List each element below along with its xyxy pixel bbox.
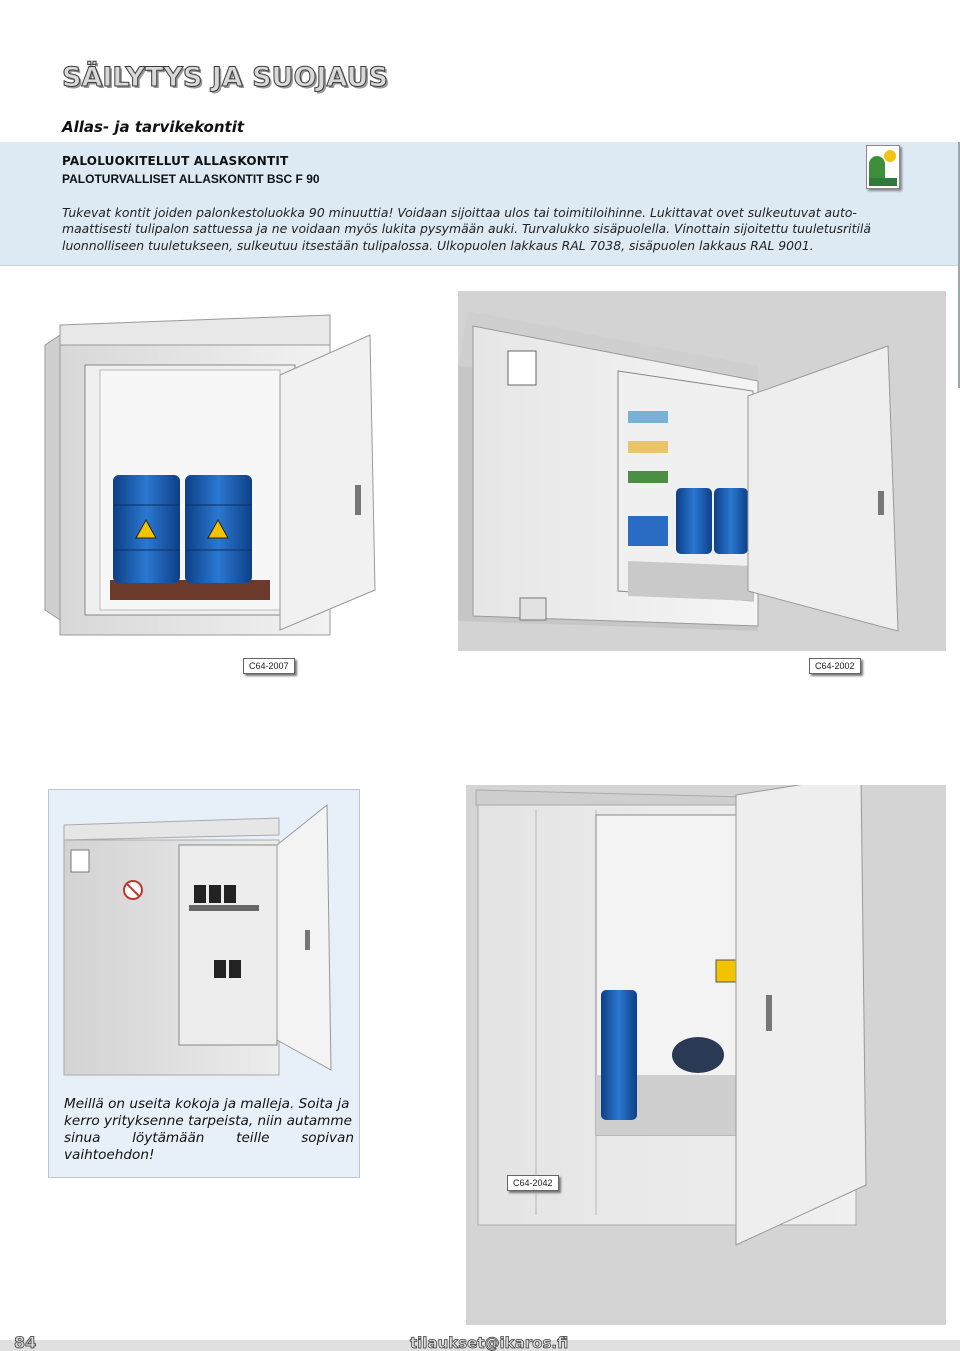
promo-text (64, 1096, 354, 1164)
walk-in-container-image (458, 291, 946, 651)
product-photo-c64-2042 (466, 785, 946, 1325)
description-line: luonnolliseen tuuletukseen, sulkeutuu itsestään tulipalossa. Ulkopuolen lakkaus RAL 7038, sisäpuolen lakkaus RAL 9001. (62, 237, 814, 253)
certification-logo (866, 145, 900, 189)
description-line: Tukevat kontit joiden palonkestoluokka 90 minuuttia! Voidaan sijoittaa ulos tai toimitiloihinne. Lukittavat ovet sulkeutuvat auto- (62, 205, 857, 220)
page-number: 84 (14, 1333, 37, 1351)
section-description (62, 205, 902, 254)
product-code-label: C64-2042 (507, 1175, 559, 1191)
description-line: maattisesti tulipalon sattuessa ja ne voidaan myös lukita pysymään auki. Turvalukko sisäpuolella. Vinottain sijoitettu tuuletusritilä (62, 221, 871, 237)
page-title: SÄILYTYS JA SUOJAUS (62, 62, 388, 93)
product-photo-c64-2002 (458, 291, 946, 651)
section-heading: PALOLUOKITELLUT ALLASKONTIT (62, 154, 289, 168)
small-container-image (49, 790, 360, 1080)
promo-line: kerro yrityksenne tarpeista, niin autamme (64, 1113, 353, 1129)
product-code-label: C64-2007 (243, 658, 295, 674)
promo-line: sinua löytämään teille sopivan vaihtoehdon! (64, 1130, 354, 1163)
container-with-barrels-image (30, 300, 390, 650)
product-photo-c64-2007 (30, 300, 390, 650)
large-container-image (466, 785, 946, 1325)
section-subheading: PALOTURVALLISET ALLASKONTIT BSC F 90 (62, 172, 320, 186)
footer-email[interactable]: tilaukset@ikaros.fi (410, 1334, 569, 1351)
product-code-label: C64-2002 (809, 658, 861, 674)
page-subtitle: Allas- ja tarvikekontit (62, 118, 245, 136)
product-photo-small-container (48, 789, 360, 1178)
promo-line: Meillä on useita kokoja ja malleja. Soita ja (64, 1096, 350, 1112)
